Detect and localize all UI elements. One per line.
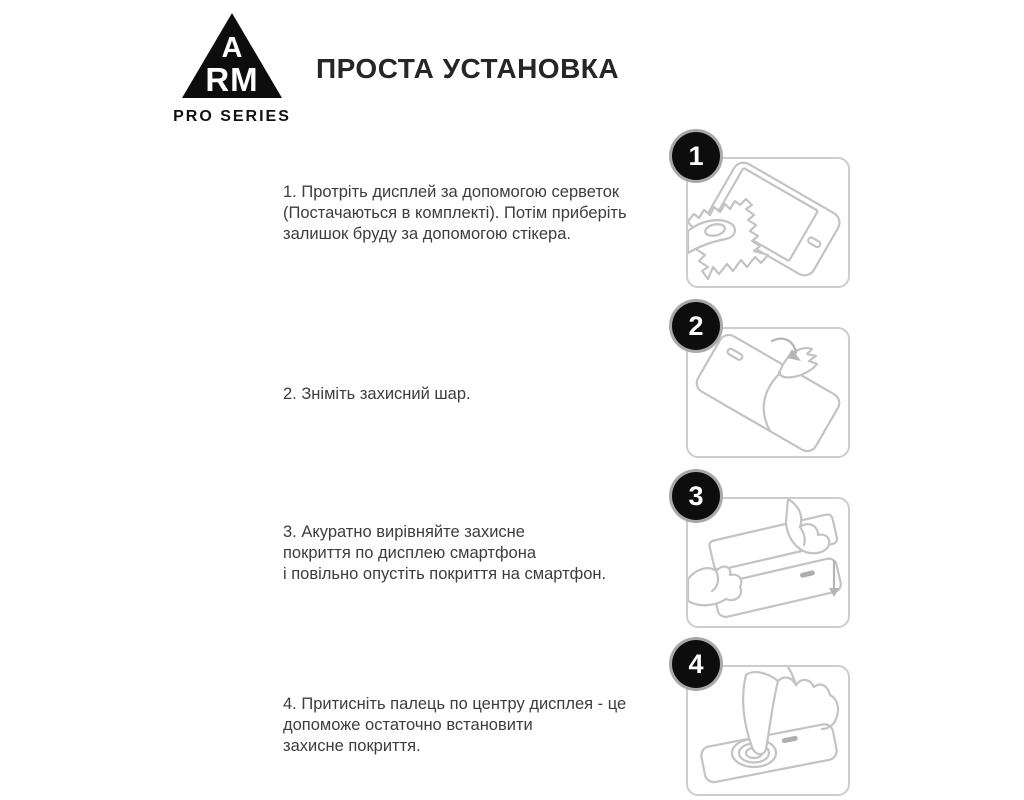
step-2-line-1: 2. Зніміть захисний шар.: [283, 385, 471, 403]
logo-subtitle: PRO SERIES: [173, 108, 291, 125]
step-3-number-badge: 3: [672, 472, 720, 520]
align-glass-illustration-icon: [688, 499, 848, 626]
page-title: ПРОСТА УСТАНОВКА: [316, 53, 620, 84]
step-3-line-2: покриття по дисплею смартфона: [283, 544, 537, 562]
logo-letter-a: A: [221, 32, 243, 64]
step-1-text: [283, 182, 627, 245]
step-3-line-3: і повільно опустіть покриття на смартфон.: [283, 565, 607, 583]
step-4-text: [283, 694, 626, 757]
step-1-number-badge: 1: [672, 132, 720, 180]
step-3-text: [283, 522, 606, 585]
step-1-line-2: (Постачаються в комплекті). Потім приберіть: [283, 204, 627, 222]
step-3-illustration-box: [686, 481, 850, 628]
step-4-line-1: 4. Притисніть палець по центру дисплея - це: [283, 695, 627, 713]
step-4-line-3: захисне покриття.: [283, 737, 421, 755]
step-3-line-1: 3. Акуратно вирівняйте захисне: [283, 523, 525, 541]
arm-pro-series-logo: [173, 10, 291, 125]
press-center-illustration-icon: [688, 667, 848, 794]
peel-layer-illustration-icon: [688, 329, 848, 456]
step-4-line-2: допоможе остаточно встановити: [283, 716, 533, 734]
step-2-illustration-box: [686, 311, 850, 458]
step-2-text: [283, 384, 471, 405]
step-1-line-1: 1. Протріть дисплей за допомогою серветок: [283, 183, 620, 201]
logo-letter-rm: RM: [205, 61, 259, 98]
step-2-number-badge: 2: [672, 302, 720, 350]
wipe-display-illustration-icon: [688, 159, 848, 286]
step-1-line-3: залишок бруду за допомогою стікера.: [283, 225, 571, 243]
step-4-number-badge: 4: [672, 640, 720, 688]
step-1-illustration-box: [686, 141, 850, 288]
step-4-illustration-box: [686, 649, 850, 796]
